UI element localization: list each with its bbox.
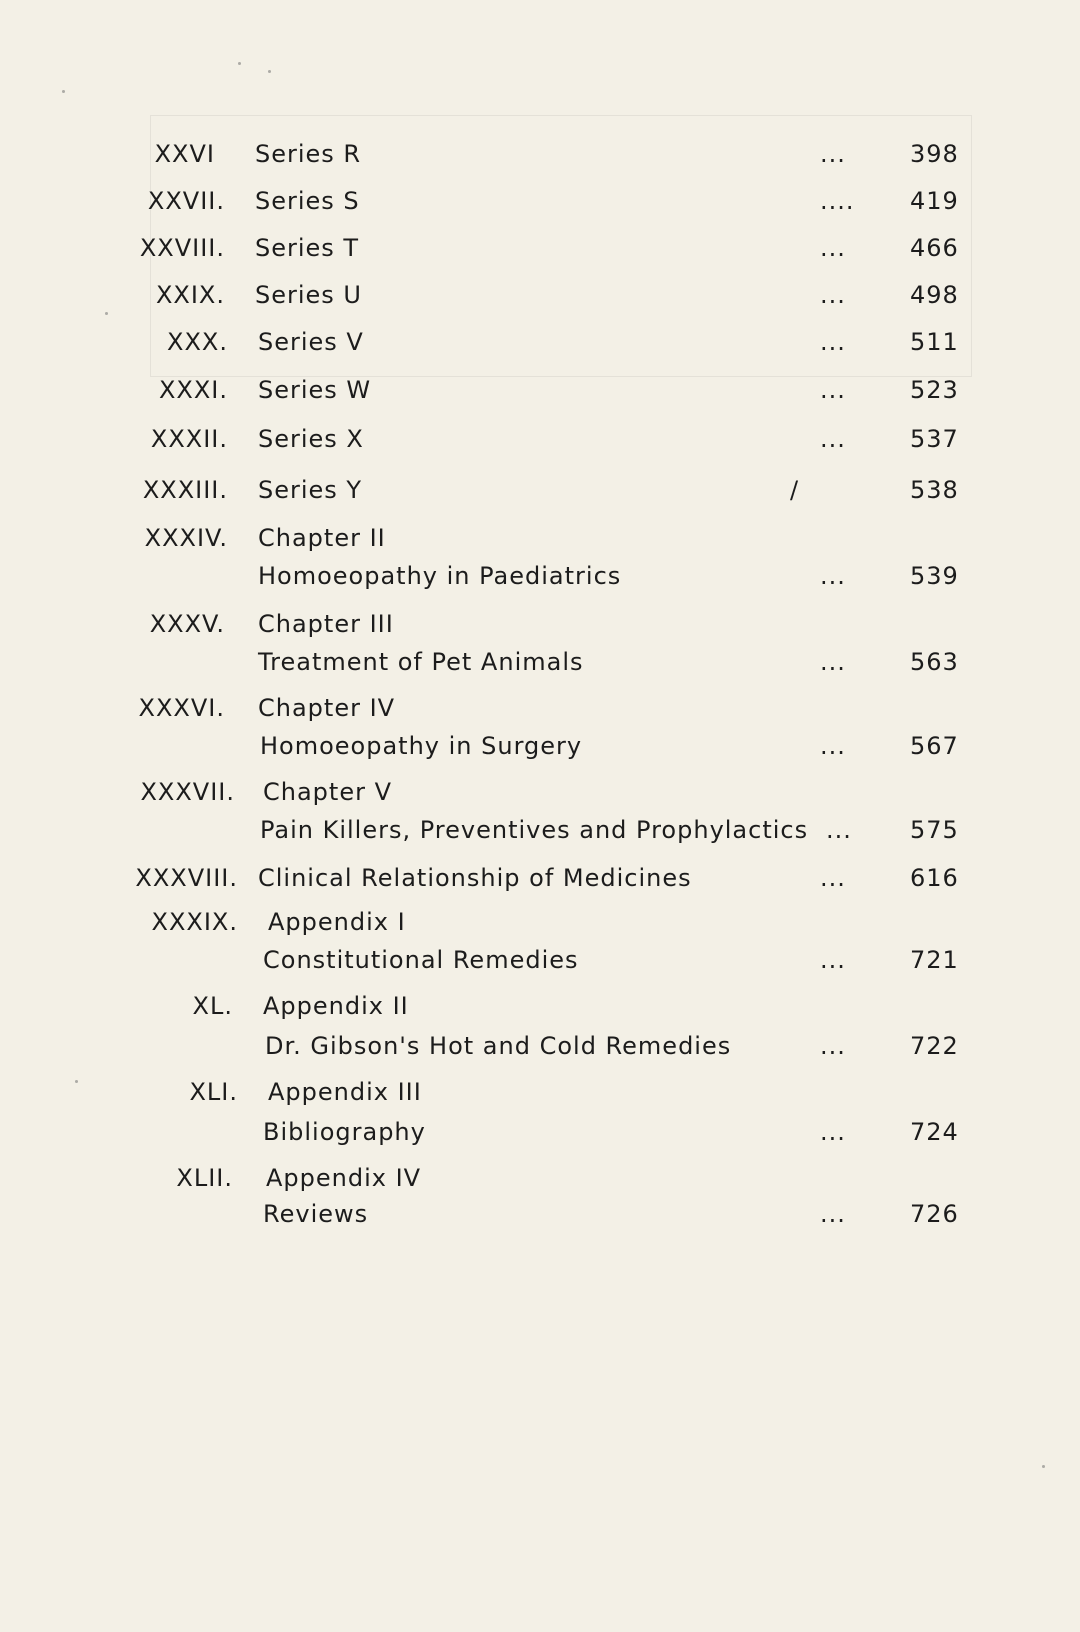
entry-page: 726 — [910, 1200, 959, 1228]
entry-title: Appendix IV — [266, 1164, 422, 1192]
entry-number: XLI. — [189, 1078, 238, 1106]
entry-number: XL. — [192, 992, 233, 1020]
toc-entry — [0, 324, 1080, 360]
entry-subtitle: Treatment of Pet Animals — [258, 648, 584, 676]
entry-leader: ... — [820, 1118, 846, 1146]
entry-page: 523 — [910, 376, 959, 404]
toc-entry-sub — [0, 1028, 1080, 1064]
toc-entry-sub — [0, 1196, 1080, 1232]
toc-entry-heading — [0, 988, 1080, 1024]
entry-subtitle: Constitutional Remedies — [263, 946, 579, 974]
entry-page: 466 — [910, 234, 959, 262]
toc-entry-heading — [0, 1160, 1080, 1196]
entry-title: Appendix III — [268, 1078, 422, 1106]
entry-leader: ... — [820, 425, 846, 453]
toc-entry-sub — [0, 1114, 1080, 1150]
entry-subtitle: Dr. Gibson's Hot and Cold Remedies — [265, 1032, 732, 1060]
paper-speck — [62, 90, 65, 93]
entry-number: XXXVIII. — [135, 864, 238, 892]
entry-number: XXXIX. — [151, 908, 238, 936]
entry-page: 398 — [910, 140, 959, 168]
toc-entry-sub — [0, 728, 1080, 764]
entry-leader: ... — [820, 946, 846, 974]
entry-subtitle: Pain Killers, Preventives and Prophylactics — [260, 816, 809, 844]
toc-entry — [0, 277, 1080, 313]
entry-title: Chapter IV — [258, 694, 396, 722]
entry-number: XXXV. — [149, 610, 225, 638]
entry-page: 538 — [910, 476, 959, 504]
entry-title: Appendix I — [268, 908, 406, 936]
entry-subtitle: Homoeopathy in Surgery — [260, 732, 583, 760]
paper-speck — [238, 62, 241, 65]
toc-entry-heading — [0, 690, 1080, 726]
toc-entry — [0, 136, 1080, 172]
entry-number: XXVII. — [147, 187, 225, 215]
entry-number: XXXI. — [158, 376, 228, 404]
toc-entry — [0, 372, 1080, 408]
entry-leader: ... — [820, 376, 846, 404]
toc-entry-sub — [0, 558, 1080, 594]
entry-title: Clinical Relationship of Medicines — [258, 864, 692, 892]
entry-leader: / — [790, 476, 800, 504]
paper-speck — [1042, 1465, 1045, 1468]
entry-leader: ... — [820, 1032, 846, 1060]
toc-entry — [0, 183, 1080, 219]
entry-title: Series S — [255, 187, 360, 215]
entry-number: XXVIII. — [139, 234, 225, 262]
entry-title: Appendix II — [263, 992, 409, 1020]
entry-leader: ... — [820, 1200, 846, 1228]
entry-number: XLII. — [176, 1164, 233, 1192]
entry-page: 537 — [910, 425, 959, 453]
entry-title: Chapter V — [263, 778, 392, 806]
entry-number: XXXIV. — [144, 524, 228, 552]
entry-page: 567 — [910, 732, 959, 760]
entry-title: Chapter III — [258, 610, 394, 638]
entry-page: 722 — [910, 1032, 959, 1060]
toc-entry-heading — [0, 774, 1080, 810]
toc-entry — [0, 860, 1080, 896]
entry-page: 498 — [910, 281, 959, 309]
entry-title: Series W — [258, 376, 372, 404]
entry-number: XXVI — [154, 140, 215, 168]
entry-page: 419 — [910, 187, 959, 215]
entry-title: Series R — [255, 140, 362, 168]
entry-number: XXIX. — [155, 281, 225, 309]
entry-page: 575 — [910, 816, 959, 844]
entry-page: 724 — [910, 1118, 959, 1146]
entry-leader: ... — [820, 562, 846, 590]
entry-title: Series Y — [258, 476, 363, 504]
toc-entry-heading — [0, 520, 1080, 556]
entry-number: XXX. — [167, 328, 228, 356]
entry-subtitle: Reviews — [263, 1200, 369, 1228]
entry-title: Series U — [255, 281, 362, 309]
paper-speck — [105, 312, 108, 315]
entry-leader: ... — [826, 816, 852, 844]
paper-speck — [75, 1080, 78, 1083]
entry-page: 563 — [910, 648, 959, 676]
entry-leader: ... — [820, 140, 846, 168]
entry-title: Series X — [258, 425, 364, 453]
entry-leader: ... — [820, 281, 846, 309]
toc-entry-heading — [0, 1074, 1080, 1110]
toc-entry-sub — [0, 644, 1080, 680]
toc-entry — [0, 472, 1080, 508]
toc-entry — [0, 421, 1080, 457]
entry-number: XXXVII. — [140, 778, 235, 806]
entry-leader: ... — [820, 328, 846, 356]
toc-entry-sub — [0, 812, 1080, 848]
entry-number: XXXIII. — [142, 476, 228, 504]
entry-title: Chapter II — [258, 524, 386, 552]
entry-leader: ... — [820, 864, 846, 892]
entry-page: 616 — [910, 864, 959, 892]
entry-number: XXXVI. — [138, 694, 225, 722]
toc-entry-sub — [0, 942, 1080, 978]
entry-leader: .... — [820, 187, 855, 215]
entry-subtitle: Homoeopathy in Paediatrics — [258, 562, 622, 590]
entry-page: 721 — [910, 946, 959, 974]
toc-entry-heading — [0, 606, 1080, 642]
paper-speck — [268, 70, 271, 73]
entry-page: 511 — [910, 328, 959, 356]
entry-page: 539 — [910, 562, 959, 590]
entry-leader: ... — [820, 648, 846, 676]
toc-entry-heading — [0, 904, 1080, 940]
entry-number: XXXII. — [150, 425, 228, 453]
entry-subtitle: Bibliography — [263, 1118, 426, 1146]
toc-entry — [0, 230, 1080, 266]
entry-leader: ... — [820, 234, 846, 262]
entry-title: Series V — [258, 328, 364, 356]
entry-leader: ... — [820, 732, 846, 760]
entry-title: Series T — [255, 234, 360, 262]
